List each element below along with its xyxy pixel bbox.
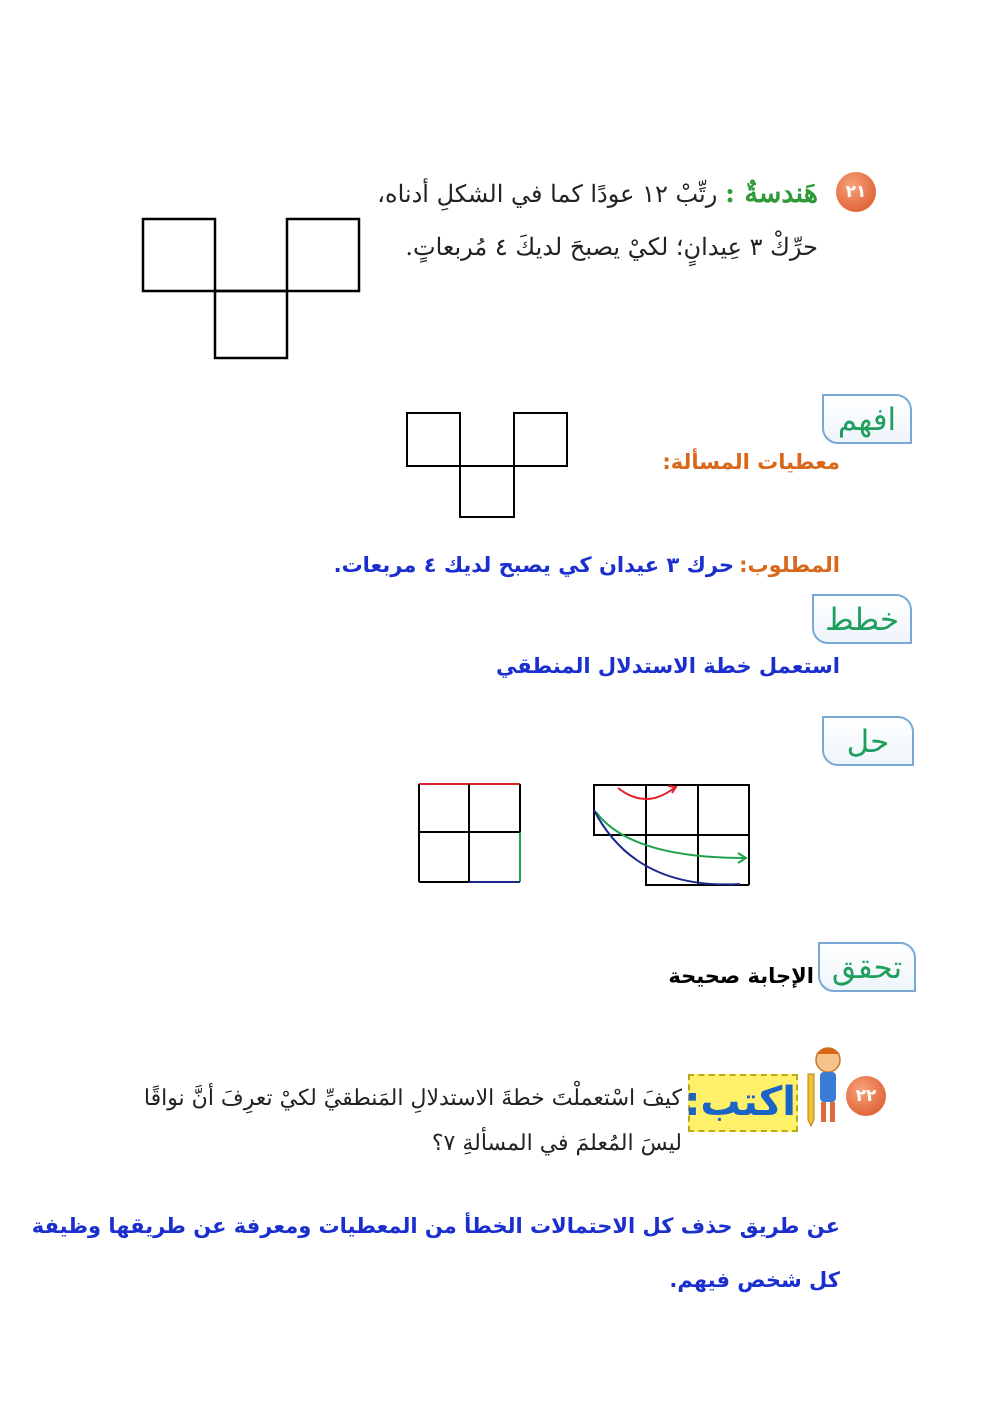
question-number-badge: ٢١ [836,172,876,212]
write-label: اكتب: [688,1074,798,1132]
stick-movement-figure [590,780,756,892]
question-22-line-2: ليسَ المُعلمَ في المسألةِ ٧؟ [431,1131,682,1156]
question-line-1 [377,178,818,209]
givens-sticks-figure [404,410,574,522]
tab-solve: حل [822,716,914,766]
answer-line-2: كل شخص فيهم. [669,1268,840,1292]
question-line-2: حرِّكْ ٣ عِيدانٍ؛ لكيْ يصبحَ لديكَ ٤ مُربعاتٍ. [405,233,818,261]
check-text: الإجابة صحيحة [668,964,814,988]
required-text: حرك ٣ عيدان كي يصبح لديك ٤ مربعات. [333,553,735,577]
tab-check: تحقق [818,942,916,992]
original-sticks-figure [140,216,370,366]
answer-line-1: عن طريق حذف كل الاحتمالات الخطأ من المعطيات ومعرفة عن طريقها وظيفة [31,1214,840,1238]
required-line [334,553,840,577]
tab-understand: افهم [822,394,912,444]
question-22-number-badge: ٢٢ [846,1076,886,1116]
required-label: المطلوب: [739,553,840,577]
question-title: هَندسةٌ : [724,178,818,209]
question-text-1: رتِّبْ ١٢ عودًا كما في الشكلِ أدناه، [377,180,718,208]
pencil-girl-icon [806,1044,846,1128]
tab-plan: خطط [812,594,912,644]
givens-label: معطيات المسألة: [662,450,840,474]
result-four-squares-figure [416,780,526,886]
question-22-line-1: كيفَ اسْتعملْتَ خطةَ الاستدلالِ المَنطقيِّ لكيْ تعرِفَ أنَّ نواقًا [143,1086,682,1111]
plan-text: استعمل خطة الاستدلال المنطقي [496,654,840,678]
